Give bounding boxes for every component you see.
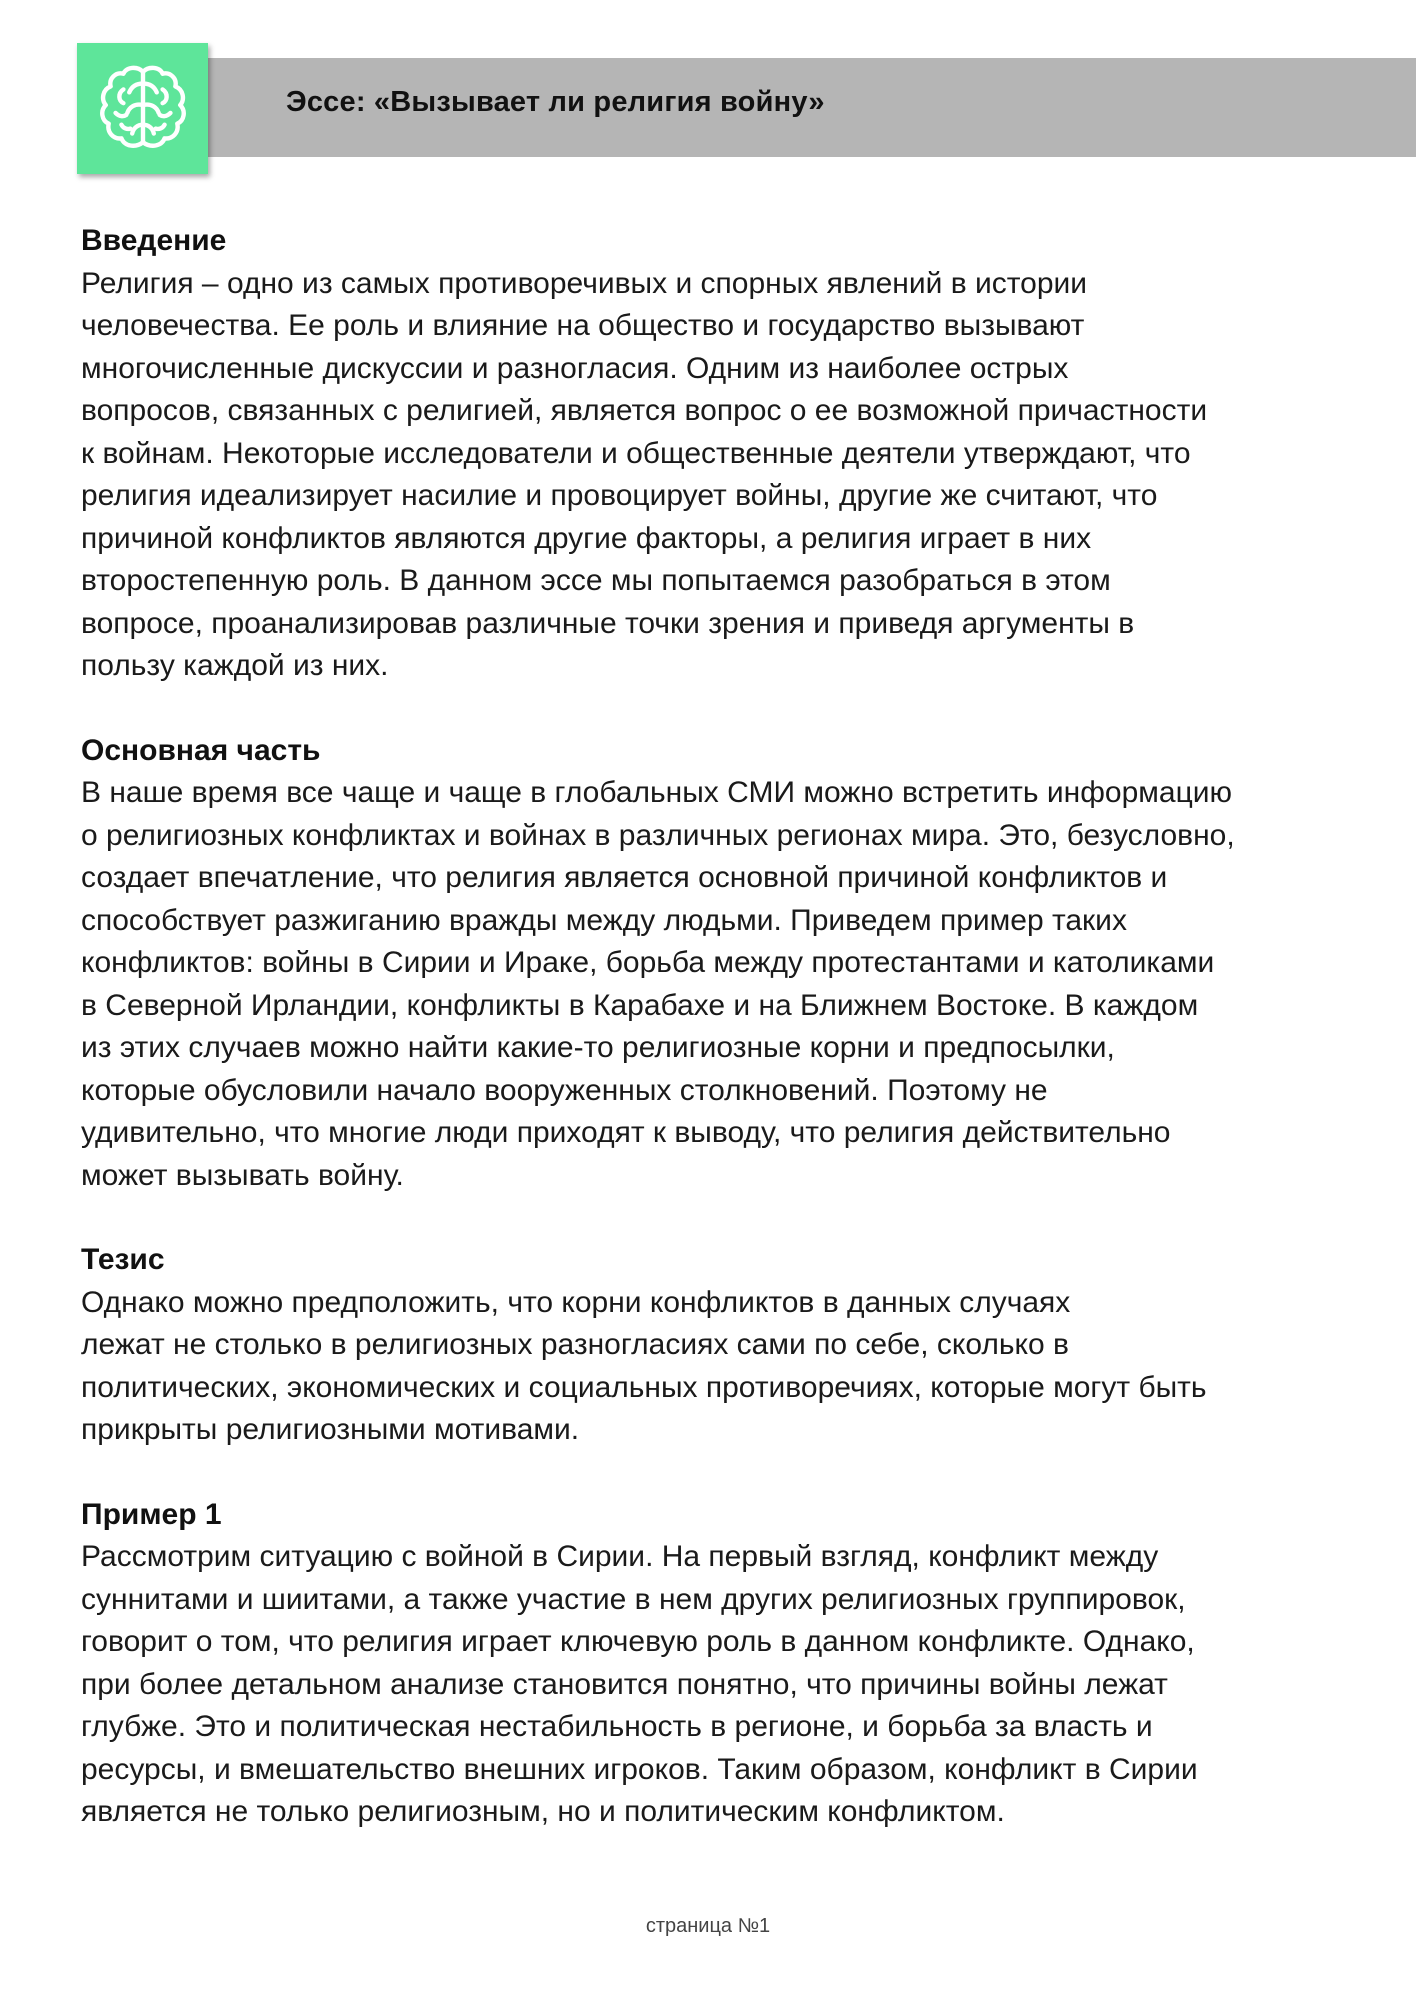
section-body: В наше время все чаще и чаще в глобальных СМИ можно встретить информацию о религиозных конфликтах и войнах в различных регионах мира. Это, безусловно, создает впечатление, что религия является основной причиной конфликтов и способствует разжиганию вражды между людьми. Приведем пример таких конфликтов: войны в Сирии и Ираке, борьба между протестантами и католиками в Северной Ирландии, конфликты в Карабахе и на Ближнем Востоке. В каждом из этих случаев можно найти какие-то религиозные корни и предпосылки, которые обусловили начало вооруженных столкновений. Поэтому не удивительно, что многие люди приходят к выводу, что религия действительно может вызывать войну. bbox=[81, 776, 1235, 1192]
brain-icon bbox=[94, 60, 192, 158]
section-main-part bbox=[81, 730, 1381, 1198]
section-introduction bbox=[81, 220, 1381, 688]
page-number: страница №1 bbox=[645, 1915, 771, 1937]
section-example-1 bbox=[81, 1494, 1381, 1834]
logo bbox=[77, 43, 208, 174]
section-heading: Пример 1 bbox=[81, 1497, 222, 1531]
section-thesis bbox=[81, 1239, 1381, 1452]
section-heading: Введение bbox=[81, 224, 227, 257]
section-body: Однако можно предположить, что корни конфликтов в данных случаях лежат не столько в религиозных разногласиях сами по себе, сколько в политических, экономических и социальных противоречиях, которые могут быть прикрыты религиозными мотивами. bbox=[81, 1285, 1207, 1446]
essay-content bbox=[81, 220, 1381, 1876]
section-body: Рассмотрим ситуацию с войной в Сирии. На первый взгляд, конфликт между суннитами и шиитами, а также участие в нем других религиозных группировок, говорит о том, что религия играет ключевую роль в данном конфликте. Однако, при более детальном анализе становится понятно, что причины войны лежат глубже. Это и политическая нестабильность в регионе, и борьба за власть и ресурсы, и вмешательство внешних игроков. Таким образом, конфликт в Сирии является не только религиозным, но и политическим конфликтом. bbox=[81, 1540, 1198, 1828]
section-heading: Тезис bbox=[81, 1243, 165, 1276]
document-title: Эссе: «Вызывает ли религия войну» bbox=[286, 86, 825, 118]
section-body: Религия – одно из самых противоречивых и спорных явлений в истории человечества. Ее роль и влияние на общество и государство вызывают многочисленные дискуссии и разногласия. Одним из наиболее острых вопросов, связанных с религией, является вопрос о ее возможной причастности к войнам. Некоторые исследователи и общественные деятели утверждают, что религия идеализирует насилие и провоцирует войны, другие же считают, что причиной конфликтов являются другие факторы, а религия играет в них второстепенную роль. В данном эссе мы попытаемся разобраться в этом вопросе, проанализировав различные точки зрения и приведя аргументы в пользу каждой из них. bbox=[81, 266, 1208, 682]
section-heading: Основная часть bbox=[81, 733, 321, 767]
